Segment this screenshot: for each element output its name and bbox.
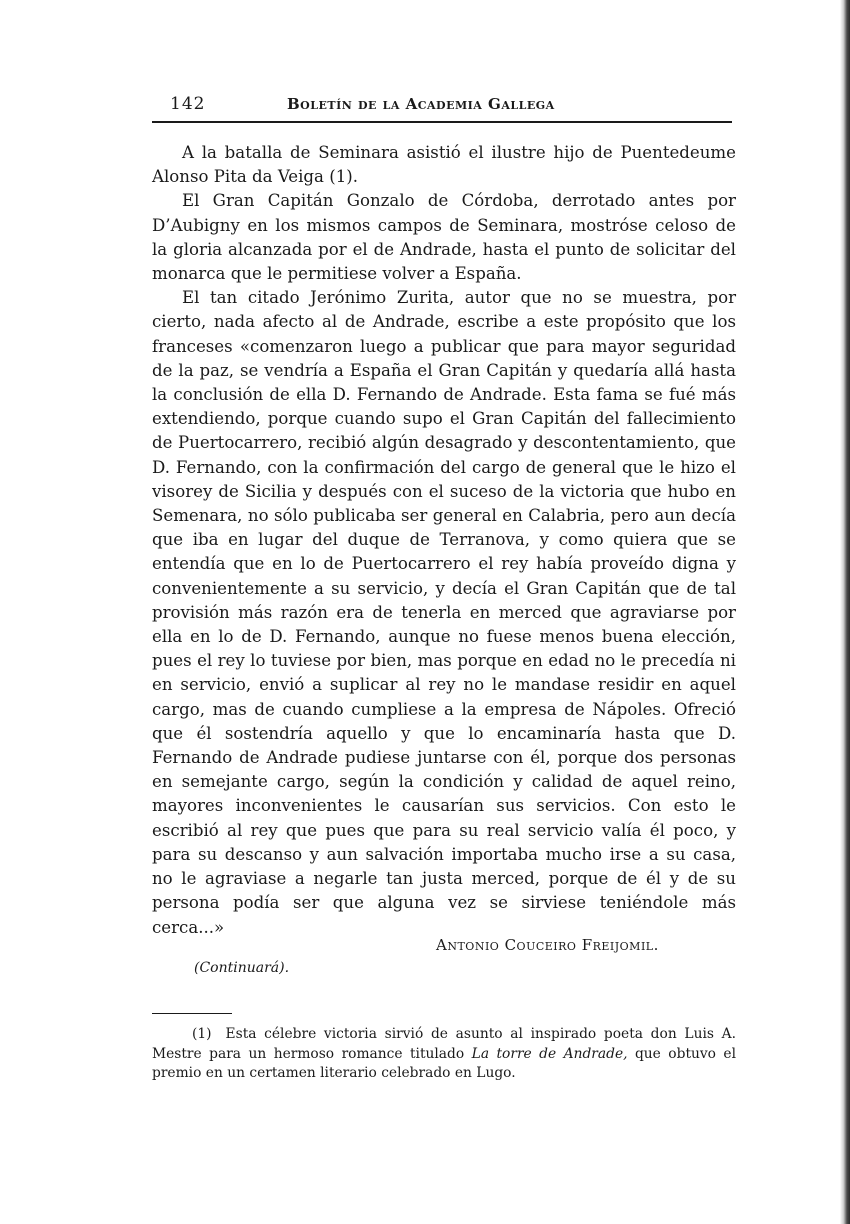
footnote <box>152 1025 736 1084</box>
footnote-text-before: Esta célebre victoria sirvió de asunto al inspirado poeta don Luis A. Mestre para un hermoso romance titulado <box>152 1026 736 1062</box>
footnote-marker: (1) <box>192 1026 212 1042</box>
page-header <box>152 94 732 122</box>
running-title: Boletín de la Academia Gallega <box>287 95 555 113</box>
footnote-title: La torre de Andrade, <box>471 1045 628 1062</box>
footnote-rule <box>152 1013 232 1014</box>
paragraph-1: A la batalla de Seminara asistió el ilustre hijo de Puentedeume Alonso Pita da Veiga (1). <box>152 143 736 187</box>
binding-edge <box>840 0 850 1224</box>
continuation-note: (Continuará). <box>194 960 290 976</box>
paragraph-2: El Gran Capitán Gonzalo de Córdoba, derrotado antes por D’Aubigny en los mismos campos de Seminara, mostróse celoso de la gloria alcanzada por el de Andrade, hasta el punto de solicitar del monarca que le permitiese volver a España. <box>152 191 736 284</box>
header-rule <box>152 121 732 123</box>
body-text <box>152 141 736 940</box>
page-number: 142 <box>170 94 206 114</box>
footnote-text-after: que obtuvo el premio en un certamen literario celebrado en Lugo. <box>152 1045 737 1081</box>
paragraph-3: El tan citado Jerónimo Zurita, autor que no se muestra, por cierto, nada afecto al de Andrade, escribe a este propósito que los franceses «comenzaron luego a publicar que para mayor seguridad de la paz, se vendría a España el Gran Capitán y quedaría allá hasta la conclusión de ella D. Fernando de Andrade. Esta fama se fué más extendiendo, porque cuando supo el Gran Capitán del fallecimiento de Puertocarrero, recibió algún desagrado y descontentamiento, que D. Fernando, con la confirmación del cargo de general que le hizo el visorey de Sicilia y después con el suceso de la victoria que hubo en Semenara, no sólo publicaba ser general en Calabria, pero aun decía que iba en lugar del duque de Terranova, y como quiera que se entendía que en lo de Puertocarrero el rey había proveído digna y convenientemente a su servicio, y decía el Gran Capitán que de tal provisión más razón era de tenerla en merced que agraviarse por ella en lo de D. Fernando, aunque no fuese menos buena elección, pues el rey lo tuviese por bien, mas porque en edad no le precedía ni en servicio, envió a suplicar al rey no le mandase residir en aquel cargo, mas de cuando cumpliese a la empresa de Nápoles. Ofreció que él sostendría aquello y que lo encaminaría hasta que D. Fernando de Andrade pudiese juntarse con él, porque dos personas en semejante cargo, según la condición y calidad de aquel reino, mayores inconvenientes le causarían sus servicios. Con esto le escribió al rey que pues que para su real servicio valía él poco, y para su descanso y aun salvación importaba mucho irse a su casa, no le agraviase a negarle tan justa merced, porque de él y de su persona podía ser que alguna vez se sirviese teniéndole más cerca...» <box>152 288 736 937</box>
author-signature: Antonio Couceiro Freijomil. <box>436 936 659 954</box>
